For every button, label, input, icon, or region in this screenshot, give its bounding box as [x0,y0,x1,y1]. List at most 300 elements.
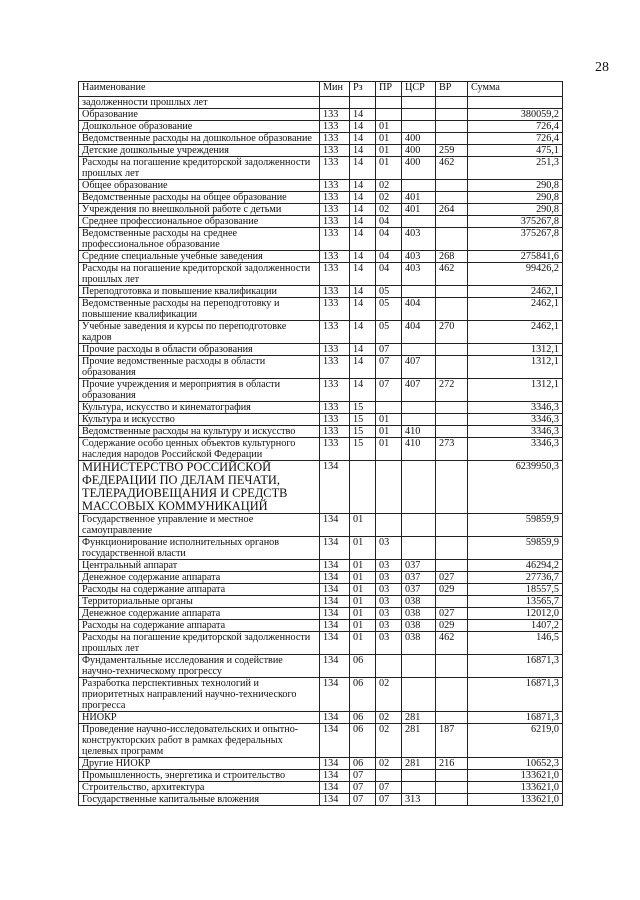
row-min: 134 [320,758,350,770]
row-rz: 14 [350,121,376,133]
row-csr: 400 [402,145,436,157]
row-rz: 14 [350,379,376,402]
row-sum: 46294,2 [468,560,563,572]
table-row [79,461,563,514]
row-csr: 281 [402,724,436,758]
row-min: 133 [320,298,350,321]
row-name: Учебные заведения и курсы по переподготовке кадров [79,321,320,344]
row-vr: 462 [436,632,468,655]
row-min: 134 [320,712,350,724]
row-sum: 3346,3 [468,438,563,461]
row-sum: 380059,2 [468,109,563,121]
row-pr: 03 [376,596,402,608]
row-vr: 029 [436,584,468,596]
header-rz: Рз [350,82,376,97]
row-csr: 038 [402,608,436,620]
row-min: 133 [320,121,350,133]
row-pr: 01 [376,414,402,426]
row-pr: 01 [376,157,402,180]
row-min: 133 [320,204,350,216]
row-rz: 01 [350,560,376,572]
row-min: 134 [320,620,350,632]
row-rz: 07 [350,770,376,782]
table-row [79,572,563,584]
row-name: Ведомственные расходы на общее образование [79,192,320,204]
table-row [79,121,563,133]
table-row [79,263,563,286]
row-csr: 407 [402,356,436,379]
row-rz: 14 [350,157,376,180]
row-vr [436,712,468,724]
row-sum: 6239950,3 [468,461,563,514]
table-row [79,782,563,794]
row-csr [402,402,436,414]
row-name: Общее образование [79,180,320,192]
row-pr: 01 [376,133,402,145]
row-pr: 03 [376,620,402,632]
row-pr: 03 [376,632,402,655]
row-pr: 02 [376,204,402,216]
row-sum: 133621,0 [468,794,563,806]
row-name: Расходы на содержание аппарата [79,620,320,632]
header-vr: ВР [436,82,468,97]
row-name: Ведомственные расходы на культуру и искусство [79,426,320,438]
row-vr [436,180,468,192]
row-csr: 403 [402,263,436,286]
row-csr: 313 [402,794,436,806]
row-vr [436,678,468,712]
header-sum: Сумма [468,82,563,97]
row-vr: 462 [436,157,468,180]
row-pr: 07 [376,344,402,356]
row-min: 134 [320,724,350,758]
row-pr: 04 [376,216,402,228]
table-header [79,82,563,97]
header-min: Мин [320,82,350,97]
table-row [79,251,563,263]
table-row [79,109,563,121]
row-name: Культура и искусство [79,414,320,426]
row-csr: 038 [402,620,436,632]
row-csr: 401 [402,192,436,204]
row-csr [402,770,436,782]
row-rz: 14 [350,109,376,121]
row-rz: 01 [350,596,376,608]
row-vr [436,402,468,414]
row-min: 133 [320,426,350,438]
row-sum: 16871,3 [468,678,563,712]
row-name: МИНИСТЕРСТВО РОССИЙСКОЙ ФЕДЕРАЦИИ ПО ДЕЛАМ ПЕЧАТИ, ТЕЛЕРАДИОВЕЩАНИЯ И СРЕДСТВ МАССОВЫХ КОММУНИКАЦИЙ [79,461,320,514]
row-vr [436,426,468,438]
row-rz: 01 [350,608,376,620]
row-rz: 14 [350,251,376,263]
row-vr [436,216,468,228]
row-pr: 01 [376,438,402,461]
row-min: 134 [320,678,350,712]
row-csr: 403 [402,228,436,251]
row-vr [436,414,468,426]
row-sum: 99426,2 [468,263,563,286]
row-vr [436,560,468,572]
row-rz: 01 [350,584,376,596]
row-name: Государственные капитальные вложения [79,794,320,806]
row-csr: 037 [402,560,436,572]
row-rz: 14 [350,356,376,379]
table-row [79,678,563,712]
row-vr [436,782,468,794]
row-sum: 251,3 [468,157,563,180]
row-min: 134 [320,514,350,537]
row-sum: 133621,0 [468,782,563,794]
row-vr [436,794,468,806]
row-min: 133 [320,133,350,145]
row-min: 133 [320,402,350,414]
row-name: Функционирование исполнительных органов государственной власти [79,537,320,560]
header-name: Наименование [79,82,320,97]
row-sum: 1312,1 [468,356,563,379]
table-row [79,344,563,356]
row-rz: 15 [350,438,376,461]
row-csr: 400 [402,133,436,145]
row-name: Дошкольное образование [79,121,320,133]
table-row [79,157,563,180]
table-row [79,216,563,228]
row-rz: 07 [350,782,376,794]
row-sum: 3346,3 [468,426,563,438]
row-name: Проведение научно-исследовательских и опытно-конструкторских работ в рамках федеральных целевых программ [79,724,320,758]
table-row [79,770,563,782]
row-vr [436,192,468,204]
row-csr [402,216,436,228]
row-rz: 14 [350,298,376,321]
table-row [79,596,563,608]
row-min: 134 [320,655,350,678]
header-csr: ЦСР [402,82,436,97]
row-sum [468,97,563,109]
row-name: Другие НИОКР [79,758,320,770]
row-min: 133 [320,321,350,344]
row-rz: 15 [350,414,376,426]
row-min: 133 [320,438,350,461]
row-pr [376,655,402,678]
row-pr: 02 [376,724,402,758]
row-csr [402,97,436,109]
row-rz: 01 [350,632,376,655]
row-name: Культура, искусство и кинематография [79,402,320,414]
row-min: 133 [320,157,350,180]
row-rz: 14 [350,286,376,298]
row-rz: 01 [350,514,376,537]
table-row [79,379,563,402]
row-sum: 1407,2 [468,620,563,632]
row-sum: 475,1 [468,145,563,157]
row-rz: 14 [350,344,376,356]
row-min: 134 [320,782,350,794]
row-name: Государственное управление и местное самоуправление [79,514,320,537]
row-sum: 146,5 [468,632,563,655]
row-name: Расходы на погашение кредиторской задолженности прошлых лет [79,632,320,655]
row-sum: 275841,6 [468,251,563,263]
row-min: 134 [320,794,350,806]
row-sum: 16871,3 [468,712,563,724]
row-min: 134 [320,632,350,655]
row-rz: 07 [350,794,376,806]
table-row [79,537,563,560]
row-rz: 14 [350,133,376,145]
row-csr [402,782,436,794]
row-min: 133 [320,379,350,402]
row-sum: 18557,5 [468,584,563,596]
table-row [79,192,563,204]
row-csr [402,514,436,537]
row-vr [436,298,468,321]
table-body [79,97,563,806]
row-sum: 6219,0 [468,724,563,758]
row-min: 133 [320,216,350,228]
row-name: Прочие ведомственные расходы в области образования [79,356,320,379]
row-rz: 01 [350,537,376,560]
row-csr: 037 [402,572,436,584]
row-name: Центральный аппарат [79,560,320,572]
row-pr: 01 [376,145,402,157]
row-name: Ведомственные расходы на переподготовку и повышение квалификации [79,298,320,321]
row-csr: 410 [402,438,436,461]
row-pr: 05 [376,321,402,344]
row-rz: 15 [350,402,376,414]
row-min: 134 [320,596,350,608]
header-row [79,82,563,97]
row-pr [376,461,402,514]
table-row [79,133,563,145]
row-name: Разработка перспективных технологий и приоритетных направлений научно-технического прогресса [79,678,320,712]
row-sum: 3346,3 [468,402,563,414]
row-min: 133 [320,109,350,121]
row-name: Фундаментальные исследования и содействие научно-техническому прогрессу [79,655,320,678]
row-name: Ведомственные расходы на дошкольное образование [79,133,320,145]
row-vr [436,109,468,121]
row-min: 133 [320,344,350,356]
row-min: 133 [320,180,350,192]
table-row [79,402,563,414]
row-vr: 264 [436,204,468,216]
row-min: 134 [320,537,350,560]
row-min: 133 [320,251,350,263]
row-csr [402,655,436,678]
row-name: Промышленность, энергетика и строительство [79,770,320,782]
row-sum: 290,8 [468,204,563,216]
row-vr: 270 [436,321,468,344]
row-min: 134 [320,560,350,572]
row-vr [436,770,468,782]
row-vr: 272 [436,379,468,402]
row-pr [376,109,402,121]
table-row [79,758,563,770]
row-pr: 03 [376,537,402,560]
table-row [79,426,563,438]
budget-table [78,81,563,806]
row-name: Денежное содержание аппарата [79,608,320,620]
row-min: 134 [320,461,350,514]
row-rz: 06 [350,724,376,758]
row-vr: 027 [436,608,468,620]
row-min: 133 [320,414,350,426]
row-pr: 04 [376,263,402,286]
row-pr: 01 [376,121,402,133]
row-vr: 187 [436,724,468,758]
row-csr: 401 [402,204,436,216]
row-name: Прочие учреждения и мероприятия в области образования [79,379,320,402]
row-name: Детские дошкольные учреждения [79,145,320,157]
row-pr: 03 [376,560,402,572]
row-vr: 216 [436,758,468,770]
row-rz: 01 [350,572,376,584]
table-row [79,655,563,678]
row-pr: 04 [376,251,402,263]
row-rz: 06 [350,712,376,724]
row-name: Ведомственные расходы на среднее профессиональное образование [79,228,320,251]
row-rz: 14 [350,216,376,228]
row-vr: 259 [436,145,468,157]
row-pr: 07 [376,356,402,379]
row-name: Средние специальные учебные заведения [79,251,320,263]
row-name: Содержание особо ценных объектов культурного наследия народов Российской Федерации [79,438,320,461]
row-vr [436,97,468,109]
table-row [79,97,563,109]
row-csr [402,678,436,712]
row-csr: 281 [402,758,436,770]
row-pr: 02 [376,678,402,712]
table-row [79,438,563,461]
row-csr [402,121,436,133]
row-sum: 59859,9 [468,514,563,537]
table-row [79,204,563,216]
row-min: 133 [320,228,350,251]
row-csr: 281 [402,712,436,724]
row-name: Территориальные органы [79,596,320,608]
table-row [79,286,563,298]
row-rz: 14 [350,263,376,286]
row-sum: 133621,0 [468,770,563,782]
row-csr [402,286,436,298]
row-sum: 59859,9 [468,537,563,560]
table-row [79,608,563,620]
table-row [79,180,563,192]
row-csr: 403 [402,251,436,263]
row-sum: 10652,3 [468,758,563,770]
row-vr: 029 [436,620,468,632]
row-pr: 07 [376,379,402,402]
header-pr: ПР [376,82,402,97]
row-pr [376,97,402,109]
row-pr: 02 [376,712,402,724]
table-row [79,724,563,758]
table-row [79,632,563,655]
row-pr [376,402,402,414]
row-pr: 02 [376,192,402,204]
row-rz: 14 [350,321,376,344]
row-name: Образование [79,109,320,121]
row-csr: 037 [402,584,436,596]
row-min: 133 [320,286,350,298]
table-row [79,584,563,596]
row-sum: 375267,8 [468,216,563,228]
row-vr [436,286,468,298]
row-sum: 27736,7 [468,572,563,584]
table-row [79,228,563,251]
row-min: 134 [320,608,350,620]
row-sum: 726,4 [468,121,563,133]
row-name: Расходы на содержание аппарата [79,584,320,596]
row-sum: 2462,1 [468,298,563,321]
row-pr: 03 [376,584,402,596]
row-vr [436,461,468,514]
row-min: 134 [320,584,350,596]
row-pr: 05 [376,298,402,321]
row-vr [436,344,468,356]
row-name: Расходы на погашение кредиторской задолженности прошлых лет [79,157,320,180]
row-pr: 07 [376,782,402,794]
row-rz: 06 [350,655,376,678]
row-rz: 14 [350,145,376,157]
table-row [79,794,563,806]
row-vr [436,133,468,145]
row-min: 133 [320,192,350,204]
row-rz: 06 [350,678,376,712]
row-rz: 01 [350,620,376,632]
row-csr [402,461,436,514]
row-sum: 290,8 [468,192,563,204]
row-pr: 02 [376,180,402,192]
row-vr: 027 [436,572,468,584]
row-min: 133 [320,263,350,286]
row-csr [402,537,436,560]
row-pr: 03 [376,608,402,620]
row-min: 134 [320,572,350,584]
row-name: Переподготовка и повышение квалификации [79,286,320,298]
row-vr [436,537,468,560]
row-csr: 410 [402,426,436,438]
row-vr: 268 [436,251,468,263]
row-sum: 726,4 [468,133,563,145]
row-name: Денежное содержание аппарата [79,572,320,584]
row-sum: 13565,7 [468,596,563,608]
row-csr [402,414,436,426]
row-min [320,97,350,109]
row-rz: 14 [350,228,376,251]
row-vr [436,596,468,608]
row-csr [402,180,436,192]
table-row [79,321,563,344]
row-name: Расходы на погашение кредиторской задолженности прошлых лет [79,263,320,286]
row-vr [436,228,468,251]
row-rz: 15 [350,426,376,438]
row-rz: 06 [350,758,376,770]
row-vr [436,655,468,678]
row-pr: 01 [376,426,402,438]
row-csr: 407 [402,379,436,402]
table-row [79,712,563,724]
row-sum: 16871,3 [468,655,563,678]
page-number: 28 [595,60,609,75]
row-name: задолженности прошлых лет [79,97,320,109]
row-name: Прочие расходы в области образования [79,344,320,356]
table-row [79,356,563,379]
row-rz [350,461,376,514]
row-pr [376,514,402,537]
row-name: Строительство, архитектура [79,782,320,794]
row-vr: 273 [436,438,468,461]
row-vr: 462 [436,263,468,286]
